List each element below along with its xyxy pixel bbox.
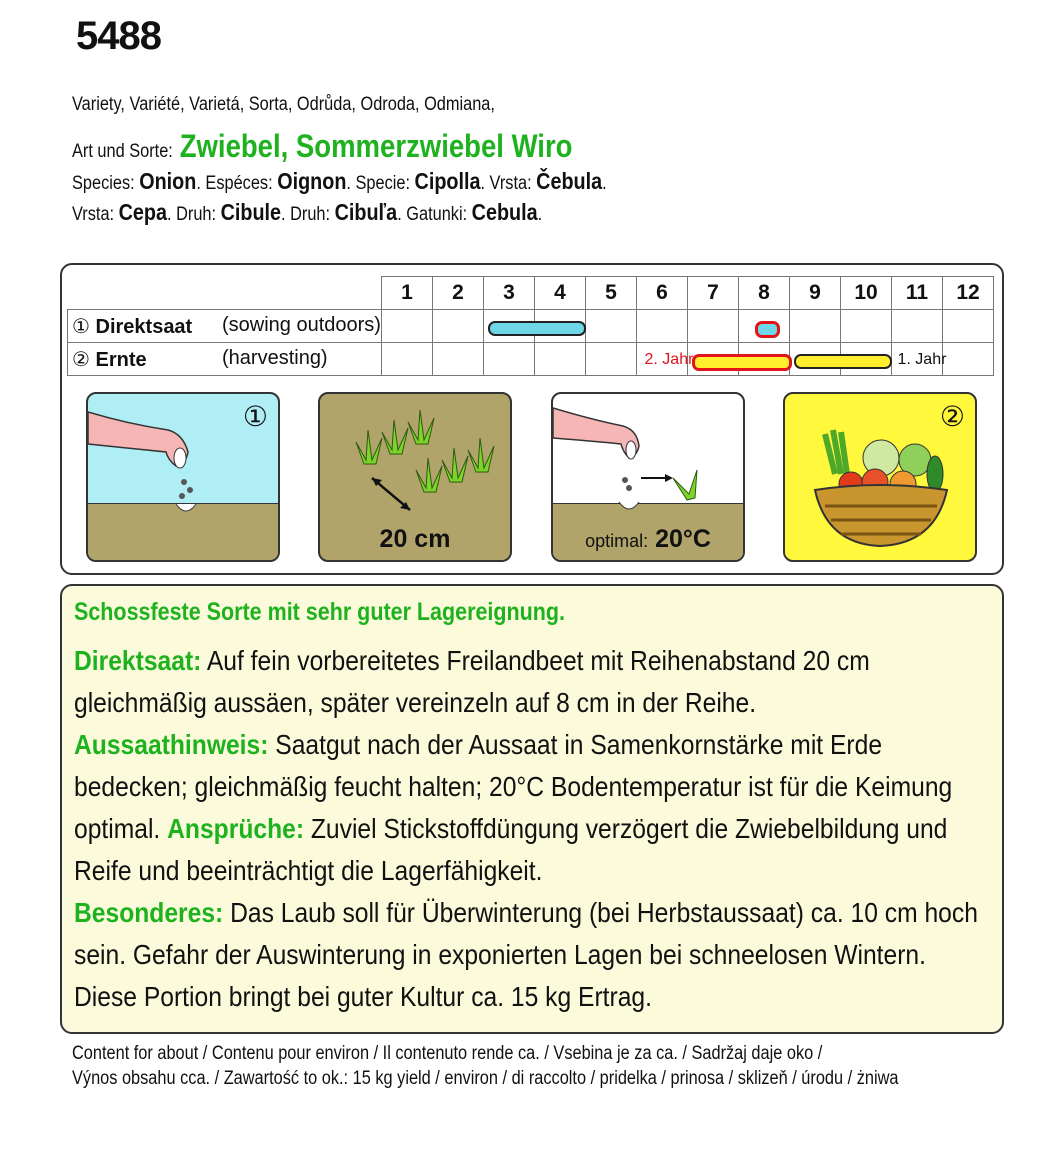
species-line-2: Vrsta: Cepa. Druh: Cibule. Druh: Cibuľa. Gatunki: Cebula. xyxy=(72,199,543,225)
species-value: Cibuľa xyxy=(334,199,398,225)
aussaat-text: Saatgut nach der Aussaat in Samenkornstärke mit Erde bedecken; gleichmäßig feucht halten; 20°C Bodentemperatur ist für die Keimung optimal. xyxy=(74,729,953,844)
month-cell: 10 xyxy=(841,277,892,310)
month-cell: 9 xyxy=(790,277,841,310)
species-value: Oignon xyxy=(277,168,347,194)
month-cell: 2 xyxy=(433,277,484,310)
species-label: Specie: xyxy=(355,173,410,194)
month-cell: 3 xyxy=(484,277,535,310)
row-label xyxy=(72,314,381,339)
species-label: Vrsta: xyxy=(72,204,115,225)
calendar-bar-direktsaat-8 xyxy=(755,321,780,338)
row-label xyxy=(72,347,328,372)
variety-label: Variety, Variété, Varietá, Sorta, Odrůda, Odroda, Odmiana, xyxy=(72,94,495,115)
harvest-illustration xyxy=(783,392,977,562)
month-cell: 1 xyxy=(382,277,433,310)
first-year-note: 1. Jahr xyxy=(897,350,947,368)
step-number: ② xyxy=(939,401,965,432)
species-value: Cibule xyxy=(220,199,282,225)
species-value: Cepa xyxy=(118,199,167,225)
month-cell: 11 xyxy=(892,277,943,310)
species-label: Gatunki: xyxy=(406,204,468,225)
art-label: Art und Sorte: xyxy=(72,141,173,162)
month-cell: 12 xyxy=(943,277,994,310)
besonderes-label: Besonderes: xyxy=(74,897,224,928)
row-marker: ① xyxy=(72,316,90,338)
germination-illustration xyxy=(551,392,745,562)
species-value: Čebula xyxy=(536,168,603,194)
month-cell: 6 xyxy=(637,277,688,310)
species-label: Species: xyxy=(72,173,135,194)
direktsaat-label: Direktsaat: xyxy=(74,645,202,676)
ansprueche-text: Zuviel Stickstoffdüngung verzögert die Zwiebelbildung und Reife und beeinträchtigt die Lagerfähigkeit. xyxy=(74,813,948,886)
footer xyxy=(72,1041,898,1091)
row-name: Ernte xyxy=(95,349,147,371)
step-number: ① xyxy=(242,401,268,432)
species-label: Espéces: xyxy=(205,173,273,194)
row-marker: ② xyxy=(72,349,90,371)
calendar-bar-direktsaat-3 xyxy=(488,321,586,336)
row-name: Direktsaat xyxy=(95,316,193,338)
month-cell: 8 xyxy=(739,277,790,310)
calendar-bar-ernte-7 xyxy=(692,354,792,371)
description-panel xyxy=(60,584,1004,1034)
calendar-bar-ernte-9 xyxy=(794,354,892,369)
month-cell: 5 xyxy=(586,277,637,310)
ansprueche-label: Ansprüche: xyxy=(167,813,305,844)
month-cell: 7 xyxy=(688,277,739,310)
temperature-label: optimal: 20°C xyxy=(585,525,711,553)
row-spacing-label: 20 cm xyxy=(379,525,451,553)
row-subtitle: (sowing outdoors) xyxy=(222,314,381,336)
calendar-panel xyxy=(60,263,1004,575)
row-label-cell xyxy=(68,310,382,343)
aussaat-label: Aussaathinweis: xyxy=(74,729,269,760)
variety-line xyxy=(72,94,495,116)
species-value: Onion xyxy=(139,168,197,194)
direktsaat-text: Auf fein vorbereitetes Freilandbeet mit Reihenabstand 20 cm gleichmäßig aussäen, später vereinzeln auf 8 cm in der Reihe. xyxy=(74,645,870,718)
species-value: Cebula xyxy=(471,199,538,225)
description-text xyxy=(74,640,980,1018)
tagline: Schossfeste Sorte mit sehr guter Lagereignung. xyxy=(74,598,566,626)
row-label-cell xyxy=(68,343,382,376)
species-label: Vrsta: xyxy=(489,173,532,194)
second-year-note: 2. Jahr xyxy=(644,350,694,368)
calendar-corner xyxy=(68,277,382,310)
product-name: Zwiebel, Sommerzwiebel Wiro xyxy=(179,128,573,164)
art-line xyxy=(72,128,572,165)
sowing-illustration xyxy=(86,392,280,562)
spacing-illustration xyxy=(318,392,512,562)
article-number: 5488 xyxy=(76,14,161,58)
species-value: Cipolla xyxy=(414,168,481,194)
species-line-1: Species: Onion. Espéces: Oignon. Specie: Cipolla. Vrsta: Čebula. xyxy=(72,168,607,194)
species-label: Druh: xyxy=(176,204,217,225)
month-cell: 4 xyxy=(535,277,586,310)
besonderes-text: Das Laub soll für Überwinterung (bei Herbstaussaat) ca. 10 cm hoch sein. Gefahr der Auswinterung in exponierten Lagen bei schneelosen Wintern. Diese Portion bringt bei guter Kultur ca. 15 kg Ertrag. xyxy=(74,897,978,1012)
species-label: Druh: xyxy=(290,204,331,225)
footer-line-2: Výnos obsahu cca. / Zawartość to ok.: 15 kg yield / environ / di raccolto / pridelka / prinosa / sklizeň / úrodu / żniwa xyxy=(72,1068,899,1089)
month-header-row xyxy=(68,277,994,310)
footer-line-1: Content for about / Contenu pour environ / Il contenuto rende ca. / Vsebina je za ca. / Sadržaj daje oko / xyxy=(72,1043,823,1064)
row-subtitle: (harvesting) xyxy=(222,347,328,369)
